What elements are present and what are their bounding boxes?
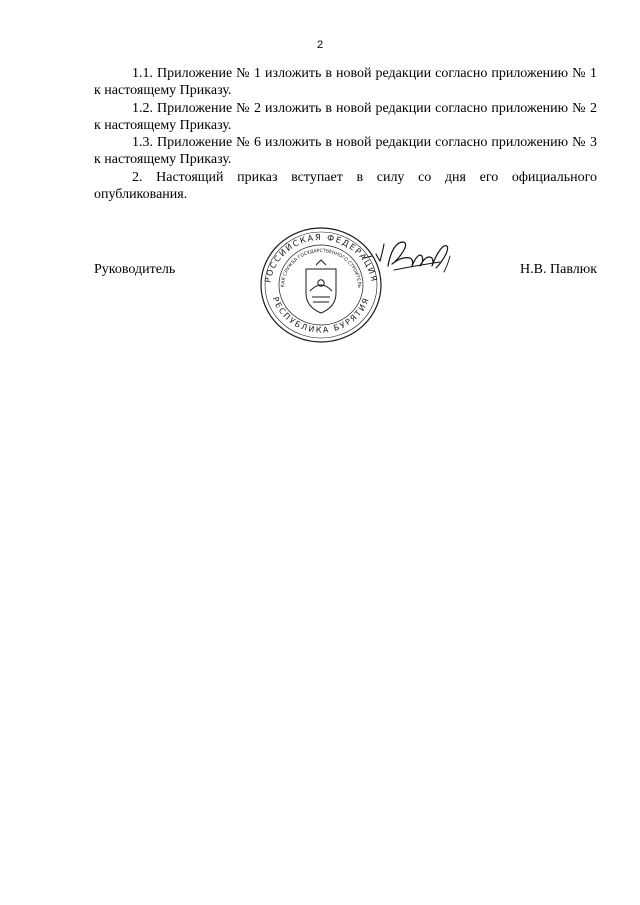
paragraph-1-1: 1.1. Приложение № 1 изложить в новой редакции согласно приложению № 1 к настоящему Приказу. <box>94 66 597 99</box>
coat-of-arms-icon <box>306 260 336 313</box>
paragraph-1-3: 1.3. Приложение № 6 изложить в новой редакции согласно приложению № 3 к настоящему Приказу. <box>94 135 597 168</box>
handwritten-signature <box>362 236 454 278</box>
seal-bottom-text: РЕСПУБЛИКА БУРЯТИЯ <box>270 295 372 335</box>
paragraph-2: 2. Настоящий приказ вступает в силу со дня его официального опубликования. <box>94 169 597 203</box>
seal-outer-text: РОССИЙСКАЯ ФЕДЕРАЦИЯ <box>262 231 380 284</box>
seal-inner-text: КАЯ СЛУЖБА ГОСУДАРСТВЕННОГО СТРОИТЕЛЬ <box>280 248 362 288</box>
page-number: 2 <box>316 39 324 51</box>
signatory-name: Н.В. Павлюк <box>520 262 597 277</box>
document-body <box>94 65 597 203</box>
paragraph-1-2: 1.2. Приложение № 2 изложить в новой редакции согласно приложению № 2 к настоящему Приказу. <box>94 100 597 133</box>
signatory-role: Руководитель <box>94 262 176 277</box>
